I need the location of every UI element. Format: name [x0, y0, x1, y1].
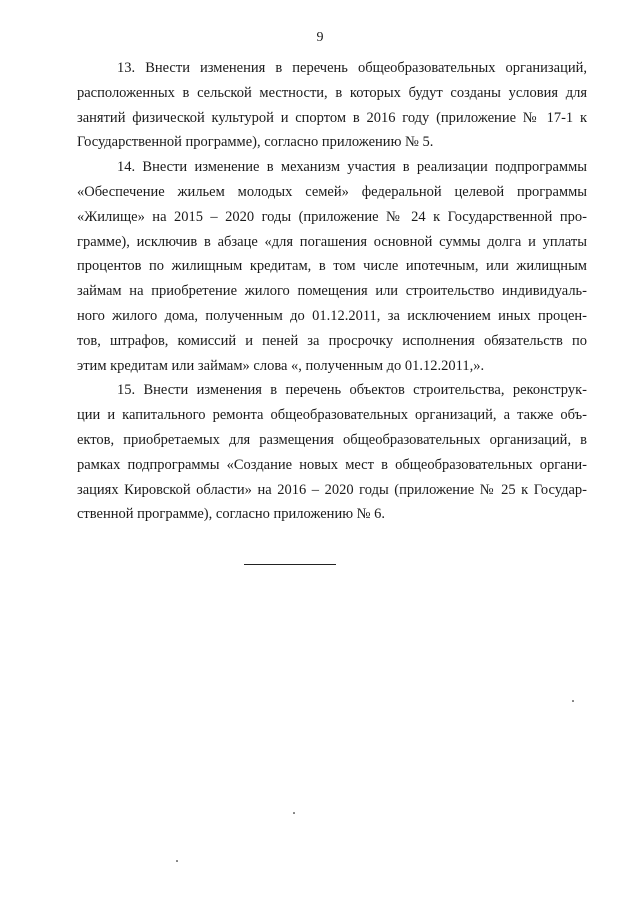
paragraph-15: [77, 378, 587, 527]
text-line: «Жилище» на 2015 – 2020 годы (приложение № 24 к Государственной про-: [77, 208, 587, 225]
text-line: этим кредитам или займам» слова «, полученным до 01.12.2011,».: [77, 357, 485, 374]
text-line: ектов, приобретаемых для размещения общеобразовательных организаций, в: [77, 431, 587, 448]
text-line: Государственной программе), согласно приложению № 5.: [77, 134, 434, 151]
text-line: грамме), исключив в абзаце «для погашения основной суммы долга и уплаты: [77, 233, 587, 250]
text-line: «Обеспечение жильем молодых семей» федеральной целевой программы: [77, 183, 587, 200]
text-line: ного жилого дома, полученным до 01.12.2011, за исключением иных процен-: [77, 307, 587, 324]
text-line: ственной программе), согласно приложению № 6.: [77, 506, 385, 523]
scan-speck: [176, 860, 178, 862]
text-line: 15. Внести изменения в перечень объектов строительства, реконструк-: [117, 382, 587, 399]
text-line: ции и капитального ремонта общеобразовательных организаций, а также объ-: [77, 407, 587, 424]
text-line: расположенных в сельской местности, в которых будут созданы условия для: [77, 84, 587, 101]
text-line: зациях Кировской области» на 2016 – 2020 годы (приложение № 25 к Государ-: [77, 481, 587, 498]
paragraph-13: [77, 56, 587, 155]
text-line: рамках подпрограммы «Создание новых мест в общеобразовательных органи-: [77, 456, 587, 473]
paragraph-14: [77, 155, 587, 378]
scan-speck: [293, 812, 295, 814]
text-line: занятий физической культурой и спортом в 2016 году (приложение № 17-1 к: [77, 109, 587, 126]
end-divider-line: [244, 564, 336, 565]
text-line: займам на приобретение жилого помещения или строительство индивидуаль-: [77, 283, 587, 300]
text-line: процентов по жилищным кредитам, в том числе ипотечным, или жилищным: [77, 258, 587, 275]
scan-speck: [572, 700, 574, 702]
text-line: 14. Внести изменение в механизм участия в реализации подпрограммы: [117, 159, 587, 176]
page-number: 9: [316, 30, 324, 45]
text-line: тов, штрафов, комиссий и пеней за просрочку исполнения обязательств по: [77, 332, 587, 349]
document-body: [77, 56, 587, 527]
text-line: 13. Внести изменения в перечень общеобразовательных организаций,: [117, 60, 587, 76]
